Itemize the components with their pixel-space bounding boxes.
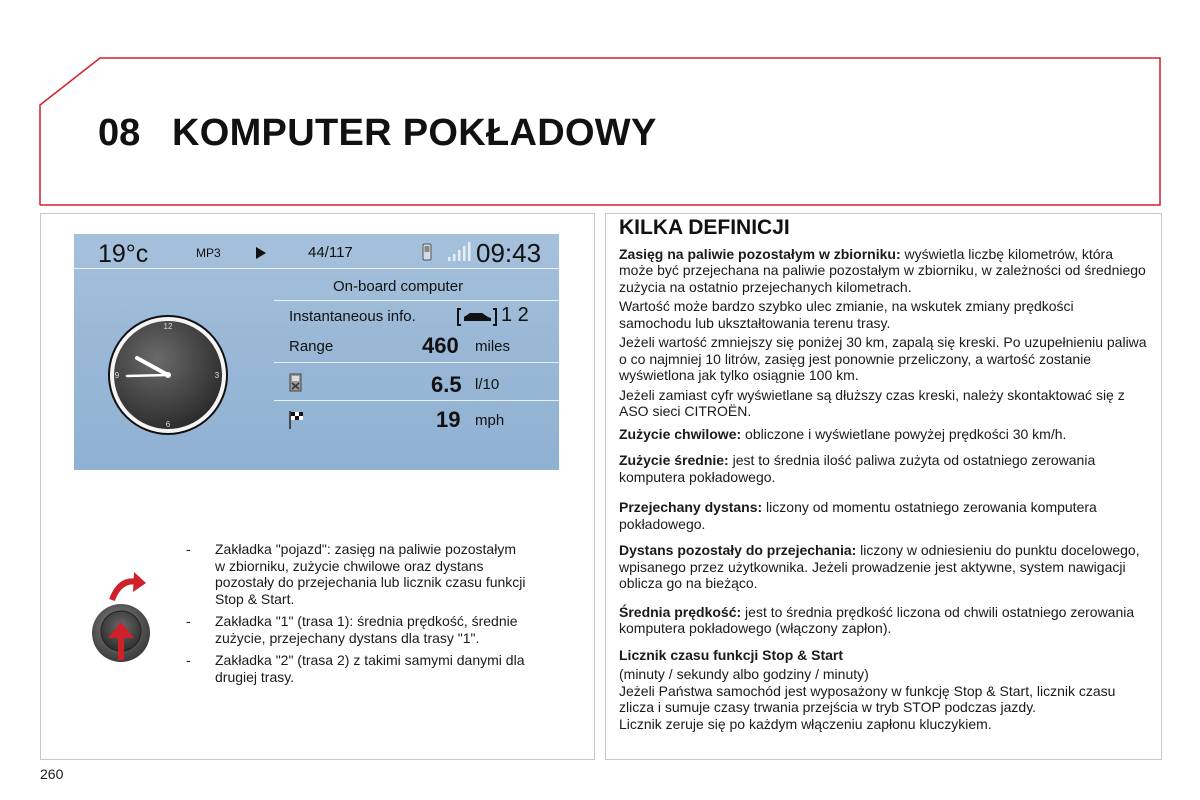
- instantaneous-info-label: Instantaneous info.: [289, 308, 416, 325]
- average-speed-text: jest to średnia prędkość liczona od chwili ostatniego zerowania komputera pokładowego (włączony zapłon).: [619, 603, 1135, 636]
- phone-icon: [422, 243, 432, 261]
- bullet-text: Zakładka "1" (trasa 1): średnia prędkość, średnie zużycie, przejechany dystans dla trasy "1".: [215, 613, 518, 646]
- range-value: 460: [422, 333, 459, 358]
- speed-unit: mph: [475, 412, 505, 429]
- average-speed-definition: [619, 604, 1149, 637]
- consumption-value: 6.5: [431, 372, 462, 397]
- average-consumption-text: jest to średnia ilość paliwa zużyta od ostatniego zerowania komputera pokładowego.: [619, 452, 1096, 485]
- average-consumption-definition: [619, 452, 1149, 485]
- stop-start-term: Licznik czasu funkcji Stop & Start: [619, 646, 844, 663]
- clock-time: 09:43: [476, 238, 542, 268]
- control-knob-icon: [88, 570, 150, 666]
- track-number: 44/117: [308, 244, 353, 261]
- definitions-section: [619, 216, 1149, 732]
- remaining-distance-definition: [619, 542, 1149, 592]
- bullet-dash: -: [186, 613, 191, 629]
- status-bar-divider: [74, 268, 559, 269]
- onboard-computer-heading: On-board computer: [333, 278, 464, 295]
- bullet-dash: -: [186, 652, 191, 668]
- definitions-title: KILKA DEFINICJI: [619, 216, 790, 239]
- range-text: wyświetla liczbę kilometrów, która może być przejechana na paliwie pozostałym w zbiorniku, w zależności od średniego zużycia na ostatnio przejechanych kilometrach.: [619, 245, 1146, 295]
- signal-strength-icon: [447, 242, 471, 262]
- heading-underline: [274, 300, 559, 301]
- page-number: 260: [40, 766, 64, 782]
- clock-label-9: 9: [114, 371, 120, 380]
- list-item: [186, 541, 526, 607]
- audio-source: MP3: [196, 246, 221, 260]
- bullet-dash: -: [186, 541, 191, 557]
- range-paragraph-2: Wartość może bardzo szybko ulec zmianie, na wskutek zmiany prędkości samochodu lub ukształtowania terenu trasy.: [619, 298, 1074, 331]
- bullet-text: Zakładka "2" (trasa 2) z takimi samymi danymi dla drugiej trasy.: [215, 652, 525, 685]
- chapter-header-frame: [0, 0, 1200, 210]
- distance-travelled-term: Przejechany dystans:: [619, 499, 763, 515]
- list-item: [186, 613, 526, 646]
- stop-start-text: Jeżeli Państwa samochód jest wyposażony w funkcję Stop & Start, licznik czasu zlicza i sumuje czasy trwania przejścia w tryb STOP podczas jazdy.: [619, 682, 1116, 715]
- tab-description-list: [186, 541, 526, 691]
- stop-start-reset: Licznik zeruje się po każdym włączeniu zapłonu kluczykiem.: [619, 715, 992, 732]
- distance-travelled-text: liczony od momentu ostatniego zerowania komputera pokładowego.: [619, 499, 1097, 532]
- instant-consumption-term: Zużycie chwilowe:: [619, 425, 742, 442]
- stop-start-heading: [619, 647, 1149, 664]
- checkered-flag-icon: [288, 410, 306, 430]
- instant-consumption-definition: [619, 426, 1149, 443]
- range-unit: miles: [475, 338, 511, 355]
- average-speed-term: Średnia prędkość:: [619, 603, 742, 620]
- vehicle-tab-icon: [457, 306, 497, 328]
- display-screen: [74, 234, 559, 470]
- instant-consumption-text: obliczone i wyświetlane powyżej prędkości 30 km/h.: [741, 425, 1067, 442]
- speed-value: 19: [436, 407, 461, 432]
- play-icon: [256, 247, 266, 259]
- clock-label-3: 3: [214, 371, 220, 380]
- clock-label-12: 12: [163, 322, 173, 331]
- list-item: [186, 652, 526, 685]
- range-definition: [619, 246, 1149, 296]
- remaining-distance-term: Dystans pozostały do przejechania:: [619, 542, 857, 558]
- consumption-divider: [274, 400, 559, 401]
- range-paragraph-4: Jeżeli zamiast cyfr wyświetlane są dłuższy czas kreski, należy skontaktować się z ASO sieci CITROËN.: [619, 386, 1125, 419]
- clock-minute-hand: [127, 375, 168, 376]
- range-paragraph-3: Jeżeli wartość zmniejszy się poniżej 30 km, zapalą się kreski. Po uzupełnieniu paliwa o co najmniej 10 litrów, zasięg jest ponownie przeliczony, a wartość zostanie wyświetlona jak tylko osiągnie 100 km.: [619, 334, 1147, 383]
- range-term: Zasięg na paliwie pozostałym w zbiorniku:: [619, 245, 901, 262]
- bullet-text: Zakładka "pojazd": zasięg na paliwie pozostałym w zbiorniku, zużycie chwilowe oraz dystans pozostały do przejechania lub licznik czasu funkcji Stop & Start.: [215, 541, 526, 607]
- fuel-pump-icon: [288, 371, 306, 393]
- temperature: 19°c: [98, 240, 149, 268]
- average-consumption-term: Zużycie średnie:: [619, 452, 729, 468]
- chapter-title: KOMPUTER POKŁADOWY: [172, 112, 657, 154]
- range-divider: [274, 362, 559, 363]
- clock-label-6: 6: [165, 420, 171, 429]
- stop-start-units: (minuty / sekundy albo godziny / minuty): [619, 666, 869, 682]
- trip-tabs: 1 2: [501, 304, 529, 326]
- range-label: Range: [289, 338, 334, 355]
- chapter-number: 08: [98, 112, 141, 154]
- distance-travelled-definition: [619, 499, 1149, 532]
- remaining-distance-text: liczony w odniesieniu do punktu docelowego, wpisanego przez użytkownika. Jeżeli prowadzenie jest aktywne, system nawigacji oblicza go na bieżąco.: [619, 542, 1140, 591]
- consumption-unit: l/10: [475, 376, 500, 393]
- analog-clock: [107, 314, 229, 436]
